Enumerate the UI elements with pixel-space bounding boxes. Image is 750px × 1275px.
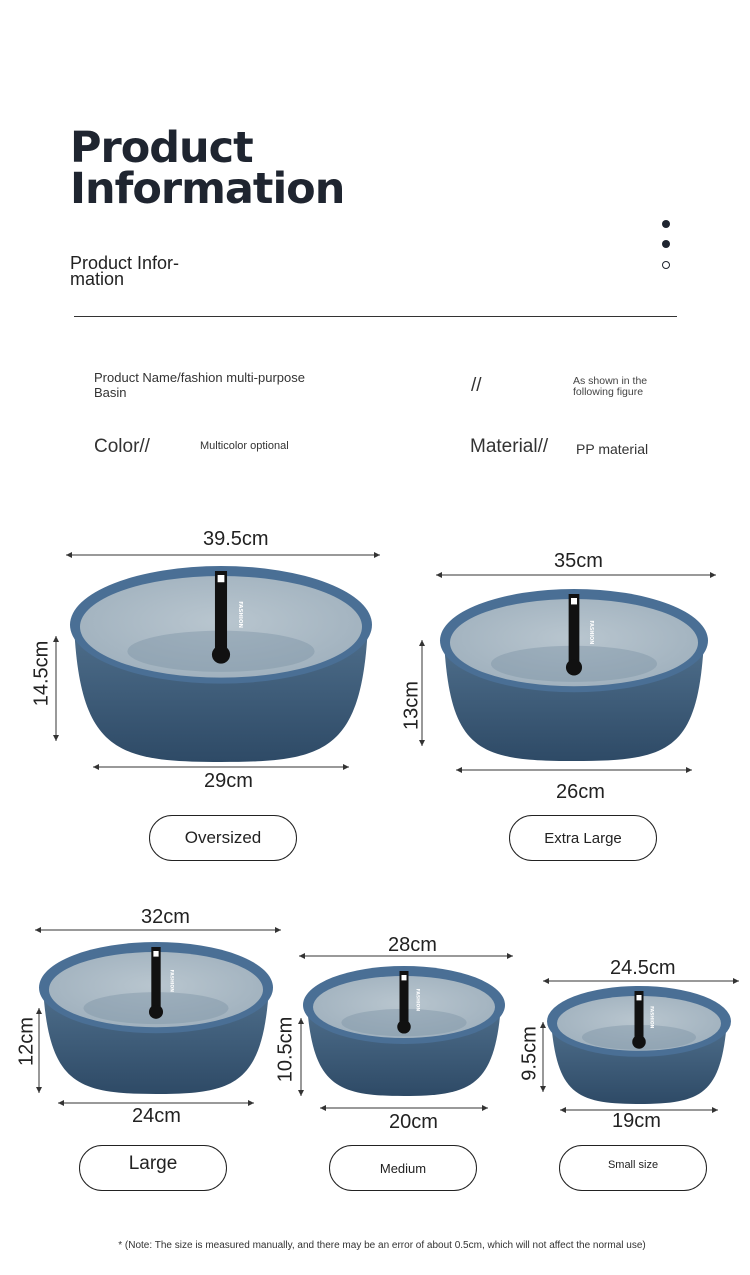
measurement-note: * (Note: The size is measured manually, and there may be an error of about 0.5cm, which will not affect the normal use) bbox=[118, 1240, 646, 1251]
figure-note-line-1: As shown in the bbox=[573, 375, 648, 387]
height-arrow bbox=[53, 636, 59, 741]
bottom-width-label: 20cm bbox=[389, 1111, 438, 1133]
title-line-2: Information bbox=[70, 164, 345, 214]
basin-4 bbox=[303, 966, 505, 1096]
bottom-width-label: 29cm bbox=[204, 770, 253, 792]
subtitle-line-2: mation bbox=[70, 269, 125, 289]
top-width-label: 32cm bbox=[141, 906, 190, 928]
brand-tag-text: FASHION bbox=[168, 969, 174, 993]
height-label: 13cm bbox=[400, 681, 423, 730]
figure-note-line-2: following figure bbox=[573, 386, 644, 398]
height-label: 12cm bbox=[15, 1017, 38, 1066]
color-label: Color// bbox=[94, 436, 150, 457]
brand-tag-text: FASHION bbox=[587, 620, 593, 645]
title-line-1: Product bbox=[70, 123, 253, 173]
info-separator: // bbox=[471, 375, 482, 396]
height-label: 9.5cm bbox=[518, 1026, 541, 1081]
bottom-width-label: 24cm bbox=[132, 1105, 181, 1127]
size-button-medium[interactable]: Medium bbox=[329, 1145, 477, 1191]
basin-1 bbox=[70, 566, 372, 762]
material-value: PP material bbox=[576, 441, 649, 457]
basin-5 bbox=[547, 986, 731, 1104]
product-name-line-1: Product Name/fashion multi-purpose bbox=[94, 370, 305, 385]
top-width-label: 28cm bbox=[388, 934, 437, 956]
brand-tag-text: FASHION bbox=[236, 601, 243, 629]
bottom-width-label: 19cm bbox=[612, 1110, 661, 1132]
top-width-label: 24.5cm bbox=[610, 957, 676, 979]
color-value: Multicolor optional bbox=[200, 440, 289, 452]
bottom-width-arrow bbox=[456, 767, 692, 773]
subtitle-line-1: Product Infor- bbox=[70, 253, 180, 273]
height-label: 14.5cm bbox=[30, 640, 53, 707]
material-label: Material// bbox=[470, 436, 549, 457]
bottom-width-label: 26cm bbox=[556, 781, 605, 803]
height-arrow bbox=[298, 1018, 304, 1096]
size-button-oversized[interactable]: Oversized bbox=[149, 815, 297, 861]
top-width-label: 39.5cm bbox=[203, 528, 269, 550]
top-width-arrow bbox=[66, 552, 380, 558]
size-button-extra-large[interactable]: Extra Large bbox=[509, 815, 657, 861]
height-label: 10.5cm bbox=[274, 1016, 297, 1083]
size-button-large[interactable]: Large bbox=[79, 1145, 227, 1191]
size-button-small[interactable]: Small size bbox=[559, 1145, 707, 1191]
brand-tag-text: FASHION bbox=[414, 988, 420, 1012]
basin-2 bbox=[440, 589, 708, 761]
product-name-line-2: Basin bbox=[94, 385, 127, 400]
basin-3 bbox=[39, 942, 273, 1094]
brand-tag-text: FASHION bbox=[648, 1006, 654, 1029]
top-width-label: 35cm bbox=[554, 550, 603, 572]
